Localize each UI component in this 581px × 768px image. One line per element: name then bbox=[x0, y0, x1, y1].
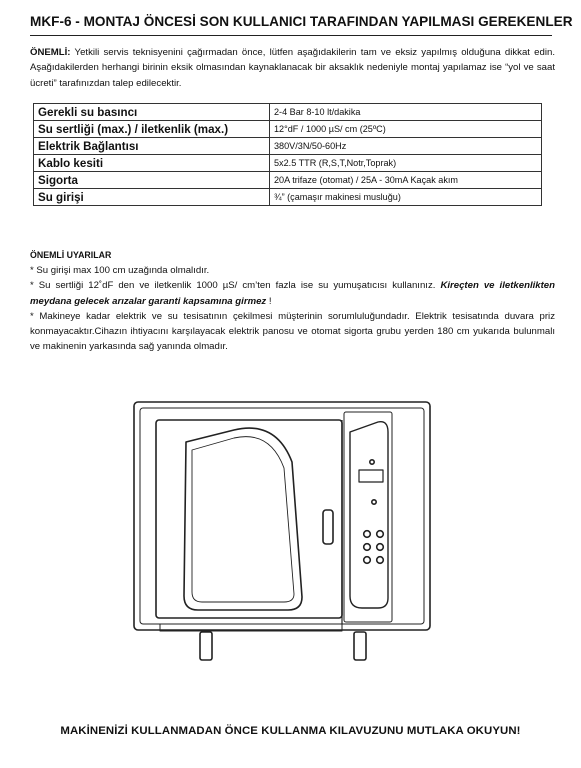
oven-illustration bbox=[126, 392, 450, 664]
control-panel bbox=[350, 422, 388, 608]
warnings-section bbox=[30, 248, 555, 354]
title-divider bbox=[30, 35, 552, 36]
door-handle bbox=[323, 510, 333, 544]
requirement-value: 380V/3N/50-60Hz bbox=[270, 138, 542, 155]
requirement-key: Kablo kesiti bbox=[34, 155, 270, 172]
requirement-key: Su girişi bbox=[34, 189, 270, 206]
door-window-inner bbox=[192, 437, 294, 602]
warning-item: * Makineye kadar elektrik ve su tesisatının çekilmesi müşterinin sorumluluğundadır. Elektrik tesisatında duvara priz konmayacaktır.Cihazın ihtiyacını karşılayacak elektrik panosu ve otomat sigorta grubu yerden 180 cm yukarıda bulunmalı ve makinenin yarkasında sağ yanında olmadır. bbox=[30, 310, 555, 353]
control-knob bbox=[377, 544, 384, 551]
panel-indicator bbox=[370, 460, 374, 464]
requirement-key: Su sertliği (max.) / iletkenlik (max.) bbox=[34, 121, 270, 138]
display-window bbox=[359, 470, 383, 482]
oven-body bbox=[134, 402, 430, 630]
table-row bbox=[34, 104, 542, 121]
page-title: MKF-6 - MONTAJ ÖNCESİ SON KULLANICI TARAFINDAN YAPILMASI GEREKENLER bbox=[30, 14, 573, 29]
warning-item bbox=[30, 278, 555, 308]
table-row bbox=[34, 172, 542, 189]
warning-item: * Su girişi max 100 cm uzağında olmalıdır. bbox=[30, 265, 210, 277]
door-window bbox=[184, 428, 302, 610]
control-knob bbox=[364, 544, 371, 551]
table-row bbox=[34, 138, 542, 155]
requirement-value: 20A trifaze (otomat) / 25A - 30mA Kaçak akım bbox=[270, 172, 542, 189]
table-row bbox=[34, 155, 542, 172]
table-row bbox=[34, 121, 542, 138]
intro-text: Yetkili servis teknisyenini çağırmadan önce, lütfen aşağıdakilerin tam ve eksiz yapılmış olduğuna dikkat edin. Aşağıdakilerden herhangi birinin eksik olmasından kaynaklanacak bir aksaklık nedeniyle montaj yapılamaz ise “yol ve saat ücreti” tarafınızdan talep edilecektir. bbox=[30, 47, 555, 89]
panel-indicator bbox=[372, 500, 376, 504]
requirement-value: 5x2.5 TTR (R,S,T,Notr,Toprak) bbox=[270, 155, 542, 172]
requirement-key: Gerekli su basıncı bbox=[34, 104, 270, 121]
requirement-value: 2-4 Bar 8-10 lt/dakika bbox=[270, 104, 542, 121]
control-knob bbox=[364, 531, 371, 538]
oven-leg bbox=[200, 632, 212, 660]
oven-inner-frame bbox=[140, 408, 424, 624]
control-knob bbox=[377, 531, 384, 538]
control-panel-frame bbox=[344, 412, 392, 622]
requirements-table bbox=[33, 103, 542, 206]
oven-leg bbox=[354, 632, 366, 660]
requirement-value: 12°dF / 1000 µS/ cm (25ºC) bbox=[270, 121, 542, 138]
requirement-key: Elektrik Bağlantısı bbox=[34, 138, 270, 155]
intro-label: ÖNEMLİ: bbox=[30, 47, 71, 58]
requirement-value: ¾” (çamaşır makinesi musluğu) bbox=[270, 189, 542, 206]
warning-text: ! bbox=[266, 295, 272, 307]
footer-notice: MAKİNENİZİ KULLANMADAN ÖNCE KULLANMA KILAVUZUNU MUTLAKA OKUYUN! bbox=[60, 725, 521, 737]
intro-paragraph bbox=[30, 45, 555, 91]
control-knob bbox=[364, 557, 371, 564]
requirement-key: Sigorta bbox=[34, 172, 270, 189]
warning-text: * Su sertliği 12˚dF den ve iletkenlik 1000 µS/ cm’ten fazla ise su yumuşatıcısı kullanınız. bbox=[30, 280, 441, 292]
control-knob bbox=[377, 557, 384, 564]
table-row bbox=[34, 189, 542, 206]
warranty-note: Kireçten ve iletkenlikten meydana gelecek arızalar garanti kapsamına girmez bbox=[30, 280, 555, 307]
warnings-heading: ÖNEMLİ UYARILAR bbox=[30, 250, 112, 260]
